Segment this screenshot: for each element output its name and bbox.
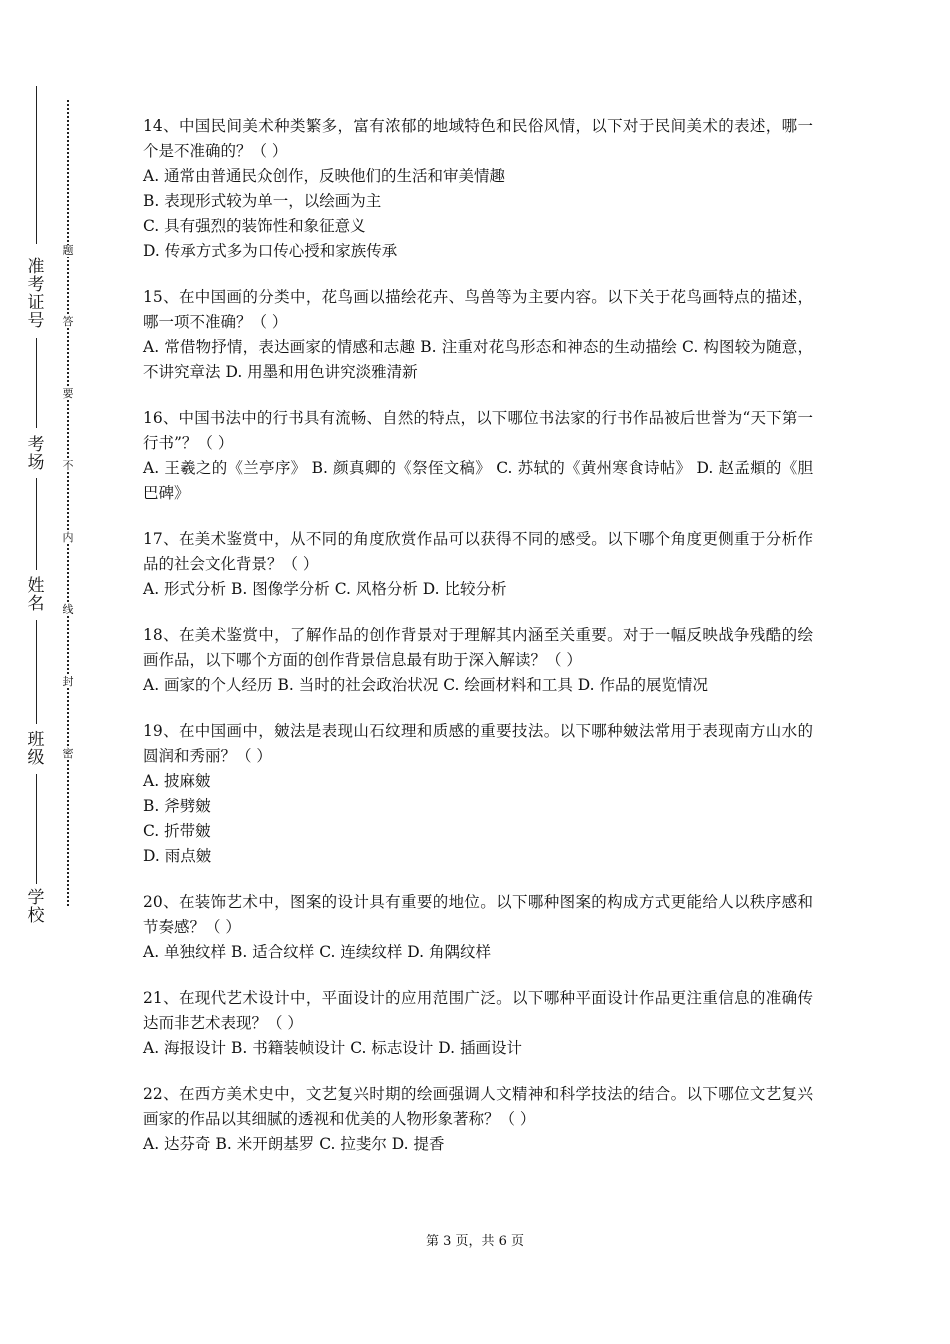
option-c: C. 风格分析 (334, 580, 418, 598)
question-stem: 16、中国书法中的行书具有流畅、自然的特点，以下哪位书法家的行书作品被后世誉为“天下第一行书”？（ ） (143, 409, 813, 452)
seal-dotted-line (67, 100, 69, 906)
option-b: B. 颜真卿的《祭侄文稿》 (311, 459, 492, 477)
seal-char: 题 (58, 245, 78, 257)
seal-char: 内 (58, 532, 78, 544)
option-d: D. 赵孟頫的《胆巴碑》 (143, 459, 813, 502)
question-list (143, 114, 813, 1178)
field-line (36, 774, 37, 884)
option-b: B. 斧劈皴 (143, 797, 211, 815)
field-label-exam-room: 考场 (24, 436, 48, 472)
question-stem: 21、在现代艺术设计中，平面设计的应用范围广泛。以下哪种平面设计作品更注重信息的准确传达而非艺术表现？（ ） (143, 989, 813, 1032)
option-c: C. 绘画材料和工具 (443, 676, 573, 694)
option-b: B. 图像学分析 (231, 580, 330, 598)
option-b: B. 注重对花鸟形态和神态的生动描绘 (420, 338, 677, 356)
option-d: D. 用墨和用色讲究淡雅清新 (225, 363, 418, 381)
field-line (36, 620, 37, 724)
option-row (143, 577, 813, 602)
question-22 (143, 1082, 813, 1157)
question-stem: 19、在中国画中，皴法是表现山石纹理和质感的重要技法。以下哪种皴法常用于表现南方山水的圆润和秀丽？（ ） (143, 722, 813, 765)
option-c: C. 连续纹样 (319, 943, 403, 961)
option-d: D. 雨点皴 (143, 847, 212, 865)
option-c: C. 具有强烈的装饰性和象征意义 (143, 217, 366, 235)
question-17 (143, 527, 813, 602)
option-d: D. 比较分析 (422, 580, 507, 598)
question-stem: 22、在西方美术史中，文艺复兴时期的绘画强调人文精神和科学技法的结合。以下哪位文艺复兴画家的作品以其细腻的透视和优美的人物形象著称？（ ） (143, 1085, 813, 1128)
option-row (143, 456, 813, 506)
seal-char: 要 (58, 388, 78, 400)
option-c: C. 折带皴 (143, 822, 211, 840)
option-b: B. 书籍装帧设计 (231, 1039, 346, 1057)
option-row (143, 1036, 813, 1061)
option-a: A. 形式分析 (143, 580, 227, 598)
option-d: D. 插画设计 (438, 1039, 523, 1057)
field-line (36, 478, 37, 570)
option-row (143, 335, 813, 385)
question-15 (143, 285, 813, 385)
question-stem: 14、中国民间美术种类繁多，富有浓郁的地域特色和民俗风情，以下对于民间美术的表述，哪一个是不准确的？（ ） (143, 117, 813, 160)
option-b: B. 适合纹样 (231, 943, 315, 961)
option-c: C. 苏轼的《黄州寒食诗帖》 (496, 459, 692, 477)
option-d: D. 作品的展览情况 (577, 676, 709, 694)
option-a: A. 单独纹样 (143, 943, 227, 961)
question-19 (143, 719, 813, 869)
field-label-exam-number: 准考证号 (24, 258, 48, 330)
option-a: A. 通常由普通民众创作，反映他们的生活和审美情趣 (143, 167, 506, 185)
option-a: A. 达芬奇 (143, 1135, 211, 1153)
seal-char: 不 (58, 460, 78, 472)
seal-char: 密 (58, 748, 78, 760)
question-stem: 20、在装饰艺术中，图案的设计具有重要的地位。以下哪种图案的构成方式更能给人以秩序感和节奏感？（ ） (143, 893, 813, 936)
option-a: A. 画家的个人经历 (143, 676, 273, 694)
option-d: D. 角隅纹样 (407, 943, 492, 961)
option-c: C. 拉斐尔 (319, 1135, 387, 1153)
question-stem: 15、在中国画的分类中，花鸟画以描绘花卉、鸟兽等为主要内容。以下关于花鸟画特点的描述，哪一项不准确？（ ） (143, 288, 813, 331)
binding-margin (0, 0, 120, 1344)
option-a: A. 常借物抒情，表达画家的情感和志趣 (143, 338, 416, 356)
question-18 (143, 623, 813, 698)
option-a: A. 王羲之的《兰亭序》 (143, 459, 307, 477)
field-label-school: 学校 (24, 889, 48, 925)
option-b: B. 米开朗基罗 (215, 1135, 315, 1153)
option-b: B. 当时的社会政治状况 (277, 676, 439, 694)
question-20 (143, 890, 813, 965)
question-21 (143, 986, 813, 1061)
option-row (143, 1132, 813, 1157)
option-c: C. 标志设计 (350, 1039, 434, 1057)
option-d: D. 传承方式多为口传心授和家族传承 (143, 242, 398, 260)
page-number: 第 3 页，共 6 页 (425, 1234, 525, 1249)
seal-char: 线 (58, 604, 78, 616)
option-a: A. 海报设计 (143, 1039, 227, 1057)
option-row (143, 940, 813, 965)
option-a: A. 披麻皴 (143, 772, 211, 790)
field-line (36, 338, 37, 428)
field-label-class: 班级 (24, 731, 48, 767)
option-b: B. 表现形式较为单一，以绘画为主 (143, 192, 382, 210)
field-line (36, 86, 37, 244)
question-14 (143, 114, 813, 264)
option-c: C. 构图较为随意，不讲究章法 (143, 338, 813, 381)
question-stem: 17、在美术鉴赏中，从不同的角度欣赏作品可以获得不同的感受。以下哪个角度更侧重于分析作品的社会文化背景？（ ） (143, 530, 813, 573)
field-label-name: 姓名 (24, 577, 48, 613)
option-d: D. 提香 (391, 1135, 445, 1153)
option-row (143, 673, 813, 698)
seal-char: 答 (58, 316, 78, 328)
seal-char: 封 (58, 676, 78, 688)
question-stem: 18、在美术鉴赏中，了解作品的创作背景对于理解其内涵至关重要。对于一幅反映战争残酷的绘画作品，以下哪个方面的创作背景信息最有助于深入解读？（ ） (143, 626, 813, 669)
question-16 (143, 406, 813, 506)
